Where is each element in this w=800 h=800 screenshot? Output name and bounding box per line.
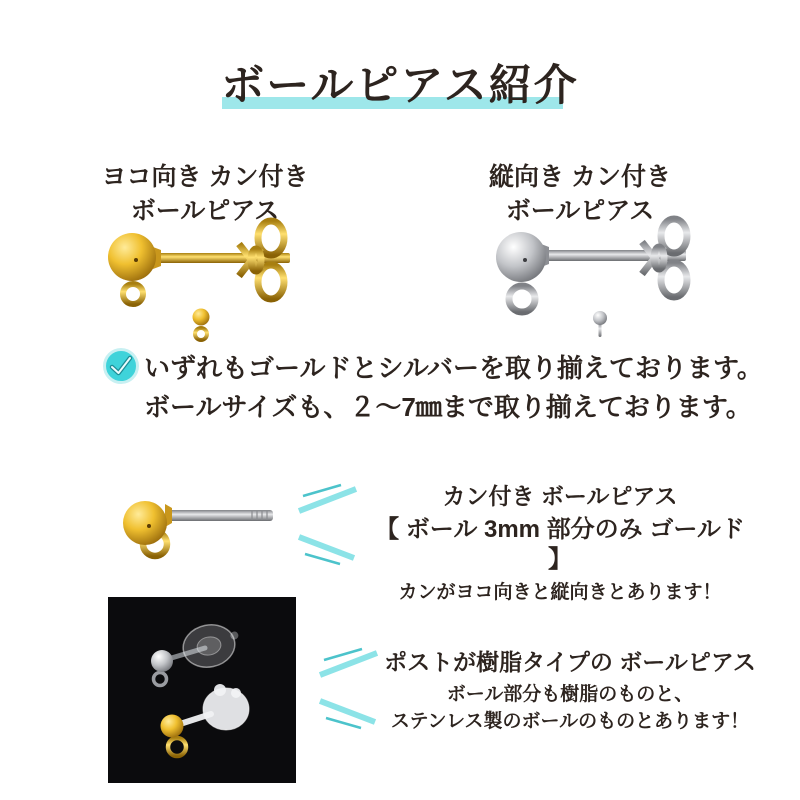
check-icon xyxy=(101,346,141,386)
product-label-yoko-line1: ヨコ向き カン付き xyxy=(101,163,309,191)
emphasis-slash-icon xyxy=(296,481,366,567)
feature-gold-ball-line3: カンがヨコ向きと縦向きとあります！ xyxy=(398,582,722,603)
feature-resin-post-text xyxy=(380,648,760,734)
gold-earring-image xyxy=(95,213,310,348)
feature-resin-post-line1: ポストが樹脂タイプの ボールピアス xyxy=(384,649,756,675)
feature-gold-ball-line2: 【 ボール 3mm 部分のみ ゴールド 】 xyxy=(375,516,745,573)
feature-gold-ball-text xyxy=(370,481,750,605)
product-label-yoko-line2: ボールピアス xyxy=(130,197,280,225)
product-label-tate-line1: 縦向き カン付き xyxy=(489,163,671,191)
feature-resin-post-line2: ボール部分も樹脂のものと、 xyxy=(446,684,694,705)
resin-post-earrings-drawing xyxy=(108,597,296,783)
availability-note-line1: いずれもゴールドとシルバーを取り揃えております。 xyxy=(144,353,763,383)
silver-earring-image xyxy=(440,213,700,348)
gold-ball-steel-post-earring-image xyxy=(100,468,300,583)
emphasis-slash-icon xyxy=(317,645,387,731)
feature-gold-ball-line1: カン付き ボールピアス xyxy=(442,483,678,509)
product-label-tate-line2: ボールピアス xyxy=(505,197,655,225)
availability-note-line2: ボールサイズも、２～7㎜まで取り揃えております。 xyxy=(144,392,752,422)
page-title: ボールピアス紹介 xyxy=(221,62,579,110)
availability-note xyxy=(144,349,784,427)
feature-resin-post-line3: ステンレス製のボールのものとあります！ xyxy=(390,711,750,732)
resin-post-earrings-photo xyxy=(108,597,296,783)
